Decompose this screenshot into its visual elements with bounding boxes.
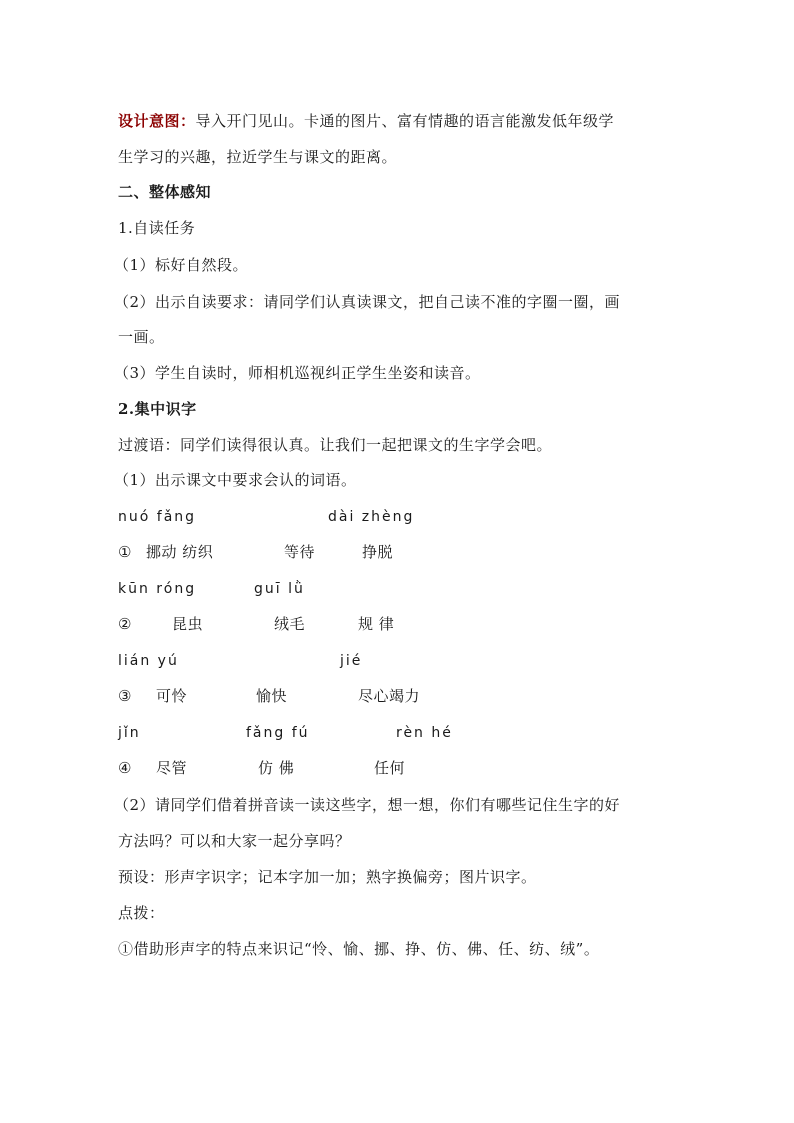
row-number: ③ bbox=[118, 687, 132, 705]
pinyin-text: rèn hé bbox=[396, 725, 453, 741]
item-heading-2: 2.集中识字 bbox=[118, 400, 197, 418]
item-2-2: （2）请同学们借着拼音读一读这些字，想一想，你们有哪些记住生字的好 bbox=[114, 796, 621, 814]
word-text: 任何 bbox=[374, 759, 406, 777]
transition-text: 过渡语：同学们读得很认真。让我们一起把课文的生字学会吧。 bbox=[118, 436, 553, 454]
pinyin-text: jié bbox=[340, 653, 363, 669]
pinyin-text: nuó fǎng bbox=[118, 509, 197, 525]
pinyin-text: fǎng fú bbox=[246, 725, 310, 741]
row-number: ① bbox=[118, 543, 132, 561]
word-text: 尽管 bbox=[156, 759, 188, 777]
pinyin-text: jǐn bbox=[118, 725, 141, 741]
item-1-2-cont: 一画。 bbox=[118, 328, 165, 346]
pinyin-text: kūn róng bbox=[118, 581, 197, 597]
word-text: 等待 bbox=[284, 543, 316, 561]
word-text: 挪动 纺织 bbox=[146, 543, 214, 561]
word-text: 昆虫 bbox=[172, 615, 204, 633]
item-1-3: （3）学生自读时，师相机巡视纠正学生坐姿和读音。 bbox=[114, 364, 481, 382]
word-text: 仿 佛 bbox=[258, 759, 295, 777]
design-intent-line bbox=[118, 112, 614, 130]
section-heading: 二、整体感知 bbox=[118, 183, 212, 201]
word-text: 绒毛 bbox=[274, 615, 306, 633]
hint-label: 点拨： bbox=[118, 904, 165, 922]
design-intent-label: 设计意图： bbox=[118, 112, 196, 130]
design-intent-text-cont: 生学习的兴趣，拉近学生与课文的距离。 bbox=[118, 148, 398, 166]
pinyin-text: guī lǜ bbox=[254, 581, 305, 597]
row-number: ④ bbox=[118, 759, 132, 777]
word-text: 可怜 bbox=[156, 687, 188, 705]
row-number: ② bbox=[118, 615, 132, 633]
design-intent-text: 导入开门见山。卡通的图片、富有情趣的语言能激发低年级学 bbox=[195, 112, 615, 130]
item-2-2-cont: 方法吗？可以和大家一起分享吗？ bbox=[118, 832, 351, 850]
pinyin-text: lián yú bbox=[118, 653, 179, 669]
word-text: 愉快 bbox=[256, 687, 288, 705]
item-2-1: （1）出示课文中要求会认的词语。 bbox=[114, 471, 357, 489]
hint-item-1: ①借助形声字的特点来识记“怜、愉、挪、挣、仿、佛、任、纺、绒”。 bbox=[118, 940, 600, 958]
item-heading-1: 1.自读任务 bbox=[118, 219, 196, 237]
item-1-2: （2）出示自读要求：请同学们认真读课文，把自己读不准的字圈一圈，画 bbox=[114, 293, 621, 311]
word-text: 规 律 bbox=[358, 615, 395, 633]
pinyin-text: dài zhèng bbox=[328, 509, 415, 525]
word-text: 尽心竭力 bbox=[358, 687, 421, 705]
word-text: 挣脱 bbox=[362, 543, 394, 561]
preset-text: 预设：形声字识字；记本字加一加；熟字换偏旁；图片识字。 bbox=[118, 868, 537, 886]
item-1-1: （1）标好自然段。 bbox=[114, 256, 249, 274]
